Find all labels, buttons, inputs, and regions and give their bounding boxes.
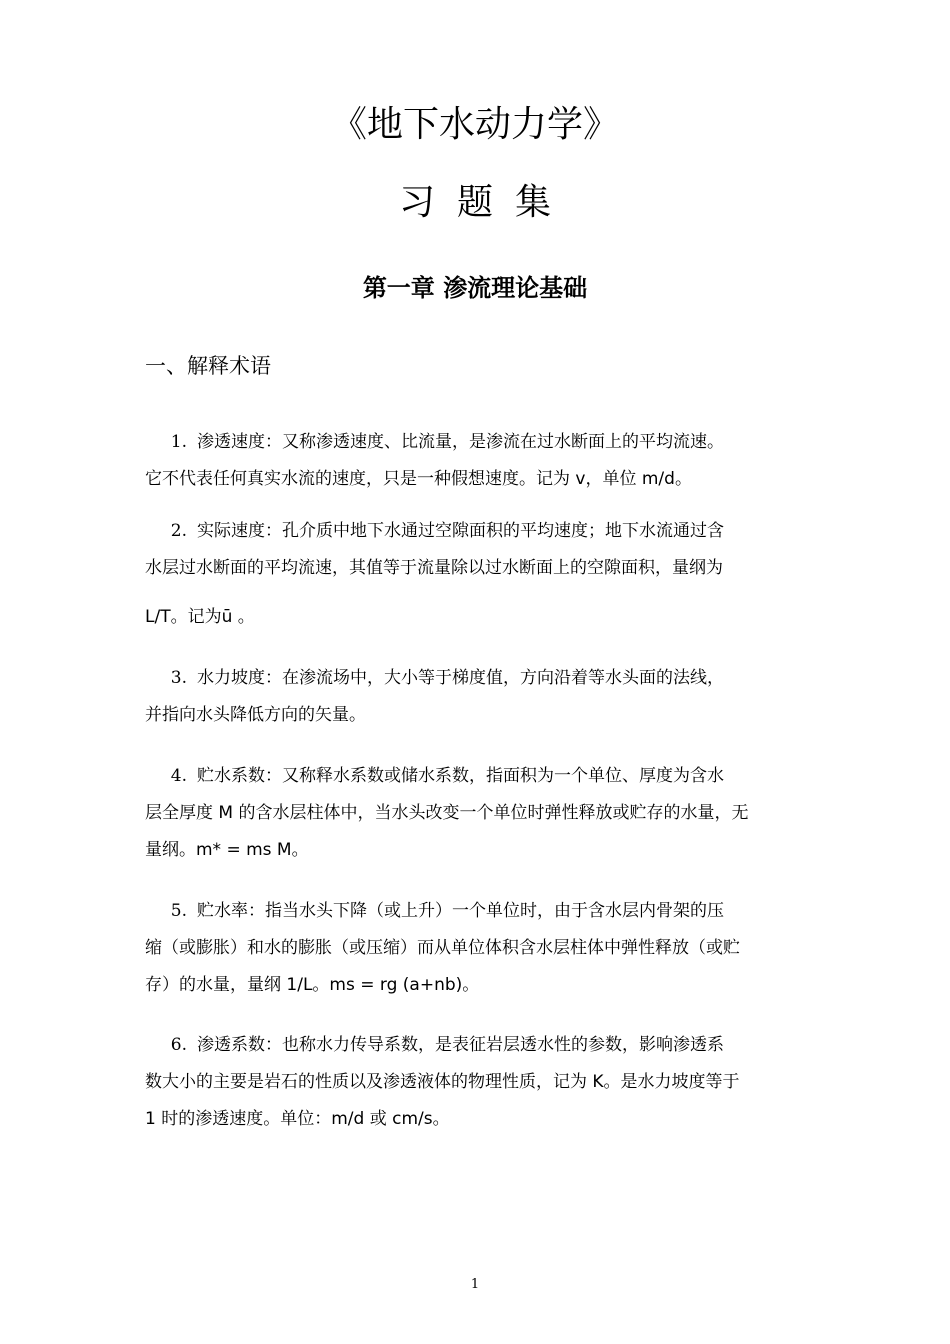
- term-number: 4.: [170, 766, 187, 786]
- term-line: [145, 513, 810, 550]
- term-line: [145, 893, 810, 930]
- term-item-4: [145, 758, 810, 869]
- term-item-1: [145, 424, 810, 498]
- document-subtitle: 习题集: [398, 182, 573, 223]
- term-line: L/T。记为ū 。: [145, 607, 255, 627]
- term-number: 1.: [170, 432, 187, 452]
- page-number: 1: [470, 1277, 480, 1292]
- term-number: 6.: [170, 1035, 187, 1055]
- term-line: 量纲。m* = ms M。: [145, 840, 309, 860]
- term-item-5: [145, 893, 810, 1004]
- chapter-title: 第一章 渗流理论基础: [362, 274, 588, 302]
- term-item-2: [145, 513, 810, 636]
- term-text: 渗透系数：也称水力传导系数，是表征岩层透水性的参数，影响渗透系: [197, 1035, 724, 1055]
- term-number: 2.: [170, 521, 187, 541]
- term-line: 水层过水断面的平均流速，其值等于流量除以过水断面上的空隙面积，量纲为: [145, 558, 723, 578]
- term-line: [145, 1027, 810, 1064]
- term-text: 贮水率：指当水头下降（或上升）一个单位时，由于含水层内骨架的压: [197, 901, 724, 921]
- term-item-6: [145, 1027, 810, 1138]
- term-number: 3.: [170, 668, 187, 688]
- document-title: 《地下水动力学》: [330, 104, 619, 145]
- term-line: 存）的水量，量纲 1/L。ms = rg (a+nb)。: [145, 975, 480, 995]
- term-text: 水力坡度：在渗流场中，大小等于梯度值，方向沿着等水头面的法线，: [197, 668, 724, 688]
- term-text: 渗透速度：又称渗透速度、比流量，是渗流在过水断面上的平均流速。: [197, 432, 724, 452]
- term-line: [145, 758, 810, 795]
- term-text: 实际速度：孔介质中地下水通过空隙面积的平均速度；地下水流通过含: [197, 521, 724, 541]
- section-heading: 一、解释术语: [145, 354, 271, 378]
- term-number: 5.: [170, 901, 187, 921]
- term-line: 层全厚度 M 的含水层柱体中，当水头改变一个单位时弹性释放或贮存的水量，无: [145, 803, 749, 823]
- term-line: 缩（或膨胀）和水的膨胀（或压缩）而从单位体积含水层柱体中弹性释放（或贮: [145, 938, 740, 958]
- term-line: 数大小的主要是岩石的性质以及渗透液体的物理性质，记为 K。是水力坡度等于: [145, 1072, 740, 1092]
- term-line: [145, 424, 810, 461]
- term-text: 贮水系数：又称释水系数或储水系数，指面积为一个单位、厚度为含水: [197, 766, 724, 786]
- term-line: 并指向水头降低方向的矢量。: [145, 705, 366, 725]
- term-item-3: [145, 660, 810, 734]
- term-line: 它不代表任何真实水流的速度，只是一种假想速度。记为 v，单位 m/d。: [145, 469, 692, 489]
- term-line: 1 时的渗透速度。单位：m/d 或 cm/s。: [145, 1109, 450, 1129]
- term-line: [145, 660, 810, 697]
